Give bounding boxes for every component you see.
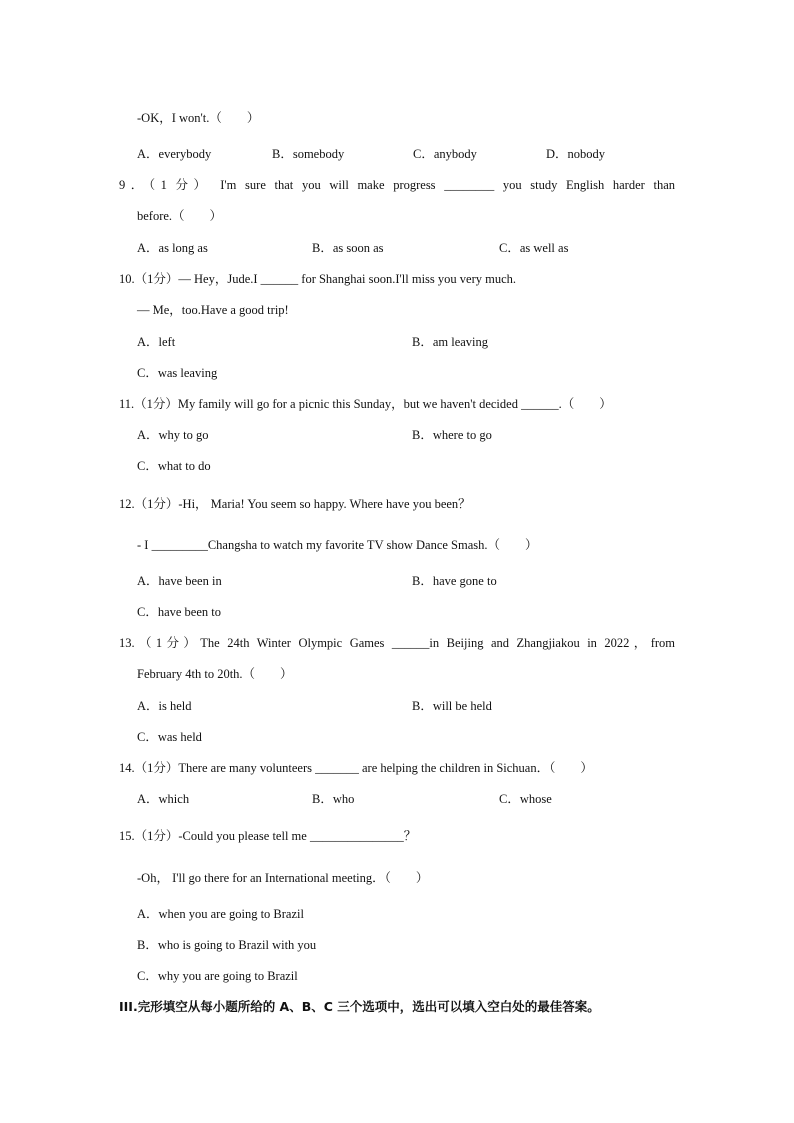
q14-option-c[interactable]: C．whose: [499, 792, 552, 806]
q15-stem-line2: -Oh， I'll go there for an International meeting．（ ）: [137, 871, 429, 885]
q14-option-b[interactable]: B．who: [312, 792, 355, 806]
q8-option-a[interactable]: A．everybody: [137, 147, 212, 161]
q12-stem-line2: - I _________Changsha to watch my favorite TV show Dance Smash.（ ）: [137, 538, 538, 552]
q11-option-c[interactable]: C．what to do: [137, 459, 211, 473]
q13-stem-line1: 13.（1分）The 24th Winter Olympic Games ______in Beijing and Zhangjiakou in 2022，from: [119, 636, 675, 650]
q15-stem-line1: 15.（1分）-Could you please tell me _______________？: [119, 829, 417, 843]
q8-option-c[interactable]: C．anybody: [413, 147, 477, 161]
q8-answer-line: -OK，I won't.（ ）: [137, 111, 260, 125]
q15-option-c[interactable]: C．why you are going to Brazil: [137, 969, 298, 983]
q12-option-b[interactable]: B．have gone to: [412, 574, 497, 588]
q13-option-b[interactable]: B．will be held: [412, 699, 492, 713]
q9-option-a[interactable]: A．as long as: [137, 241, 208, 255]
q12-option-a[interactable]: A．have been in: [137, 574, 222, 588]
q10-option-c[interactable]: C．was leaving: [137, 366, 218, 380]
q13-stem-line2: February 4th to 20th.（ ）: [137, 667, 293, 681]
q9-stem-line2: before.（ ）: [137, 209, 223, 223]
q15-option-b[interactable]: B．who is going to Brazil with you: [137, 938, 317, 952]
q10-option-b[interactable]: B．am leaving: [412, 335, 489, 349]
q12-stem-line1: 12.（1分）-Hi， Maria! You seem so happy. Where have you been？: [119, 497, 471, 511]
q15-option-a[interactable]: A．when you are going to Brazil: [137, 907, 304, 921]
q9-option-c[interactable]: C．as well as: [499, 241, 569, 255]
q11-option-b[interactable]: B．where to go: [412, 428, 492, 442]
q10-option-a[interactable]: A．left: [137, 335, 176, 349]
q13-option-a[interactable]: A．is held: [137, 699, 192, 713]
q14-option-a[interactable]: A．which: [137, 792, 190, 806]
q12-option-c[interactable]: C．have been to: [137, 605, 222, 619]
q10-stem-line2: — Me，too.Have a good trip!: [137, 303, 289, 317]
q13-option-c[interactable]: C．was held: [137, 730, 202, 744]
q8-option-b[interactable]: B．somebody: [272, 147, 345, 161]
q10-stem-line1: 10.（1分）— Hey，Jude.I ______ for Shanghai soon.I'll miss you very much.: [119, 272, 517, 286]
q11-stem-line1: 11.（1分）My family will go for a picnic this Sunday，but we haven't decided ______.（ ）: [119, 397, 612, 411]
section-3-heading: III.完形填空从每小题所给的 A、B、C 三个选项中，选出可以填入空白处的最佳答案。: [119, 999, 600, 1014]
q9-option-b[interactable]: B．as soon as: [312, 241, 384, 255]
q14-stem-line1: 14.（1分）There are many volunteers _______ are helping the children in Sichuan．（ ）: [119, 761, 593, 775]
q11-option-a[interactable]: A．why to go: [137, 428, 209, 442]
q8-option-d[interactable]: D．nobody: [546, 147, 606, 161]
q9-stem-line1: 9．（1 分） I'm sure that you will make progress ________ you study English harder than: [119, 178, 675, 192]
